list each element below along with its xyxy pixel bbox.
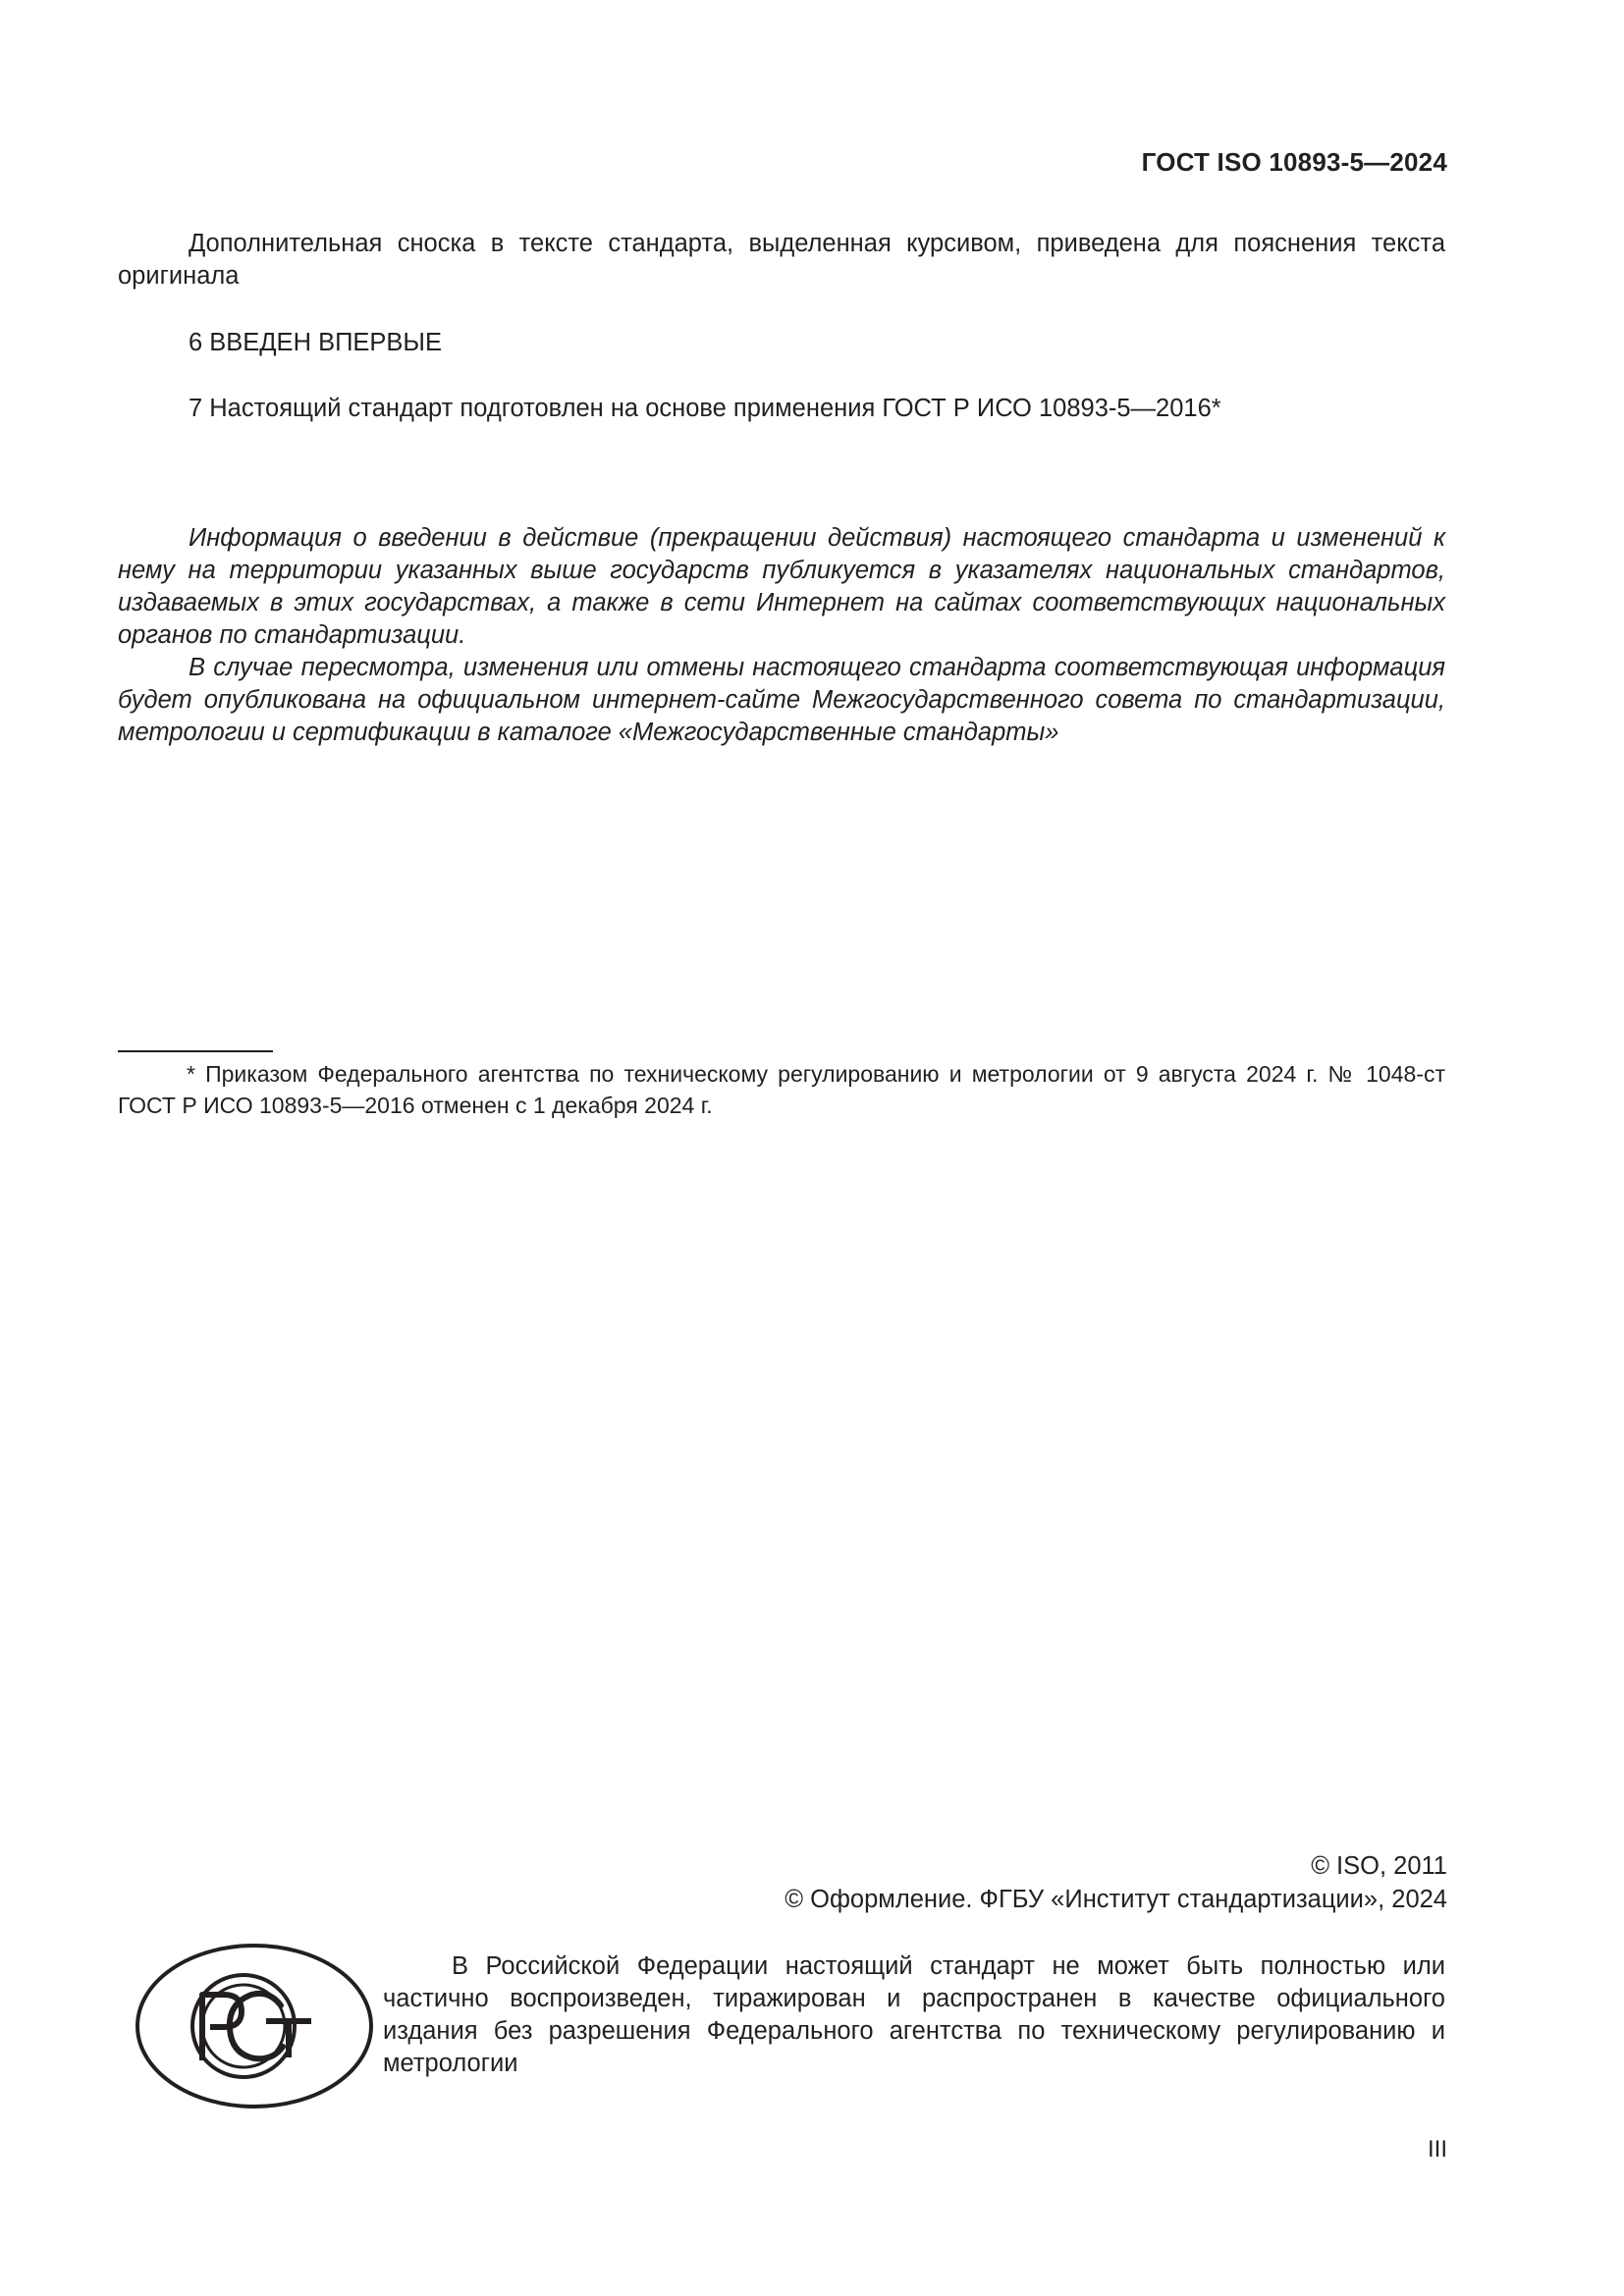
footnote-text: * Приказом Федерального агентства по техническому регулированию и метрологии от 9 августа 2024 г. № 1048-ст ГОСТ Р ИСО 10893-5—2016 отменен с 1 декабря 2024 г. (118, 1061, 1445, 1118)
info-paragraph-enactment: Информация о введении в действие (прекращении действия) настоящего стандарта и изменений к нему на территории указанных выше государств публикуется в указателях национальных стандартов, издаваемых в этих государствах, а также в сети Интернет на сайтах соответствующих национальных органов по стандартизации. (118, 524, 1445, 649)
copyright-block (785, 1849, 1447, 1916)
reproduction-rights-notice: В Российской Федерации настоящий стандарт не может быть полностью или частично воспроизведен, тиражирован и распространен в качестве официального издания без разрешения Федерального агентства по техническому регулированию и метрологии (383, 1952, 1445, 2077)
copyright-iso: © ISO, 2011 (1311, 1852, 1447, 1880)
document-code-header: ГОСТ ISO 10893-5—2024 (1141, 147, 1447, 177)
item-7-basis-standard: 7 Настоящий стандарт подготовлен на основе применения ГОСТ Р ИСО 10893-5—2016* (189, 395, 1221, 422)
rst-certification-mark-icon (134, 1941, 375, 2111)
page-number: III (1427, 2136, 1447, 2163)
info-block (118, 522, 1445, 749)
footnote-separator (118, 1050, 273, 1052)
translation-note-paragraph: Дополнительная сноска в тексте стандарта, выделенная курсивом, приведена для пояснения текста оригинала (118, 230, 1445, 290)
copyright-design: © Оформление. ФГБУ «Институт стандартизации», 2024 (785, 1886, 1447, 1913)
info-paragraph-revision: В случае пересмотра, изменения или отмены настоящего стандарта соответствующая информация будет опубликована на официальном интернет-сайте Межгосударственного совета по стандартизации, метрологии и сертификации в каталоге «Межгосударственные стандарты» (118, 654, 1445, 746)
item-6-introduced-first: 6 ВВЕДЕН ВПЕРВЫЕ (189, 329, 443, 356)
